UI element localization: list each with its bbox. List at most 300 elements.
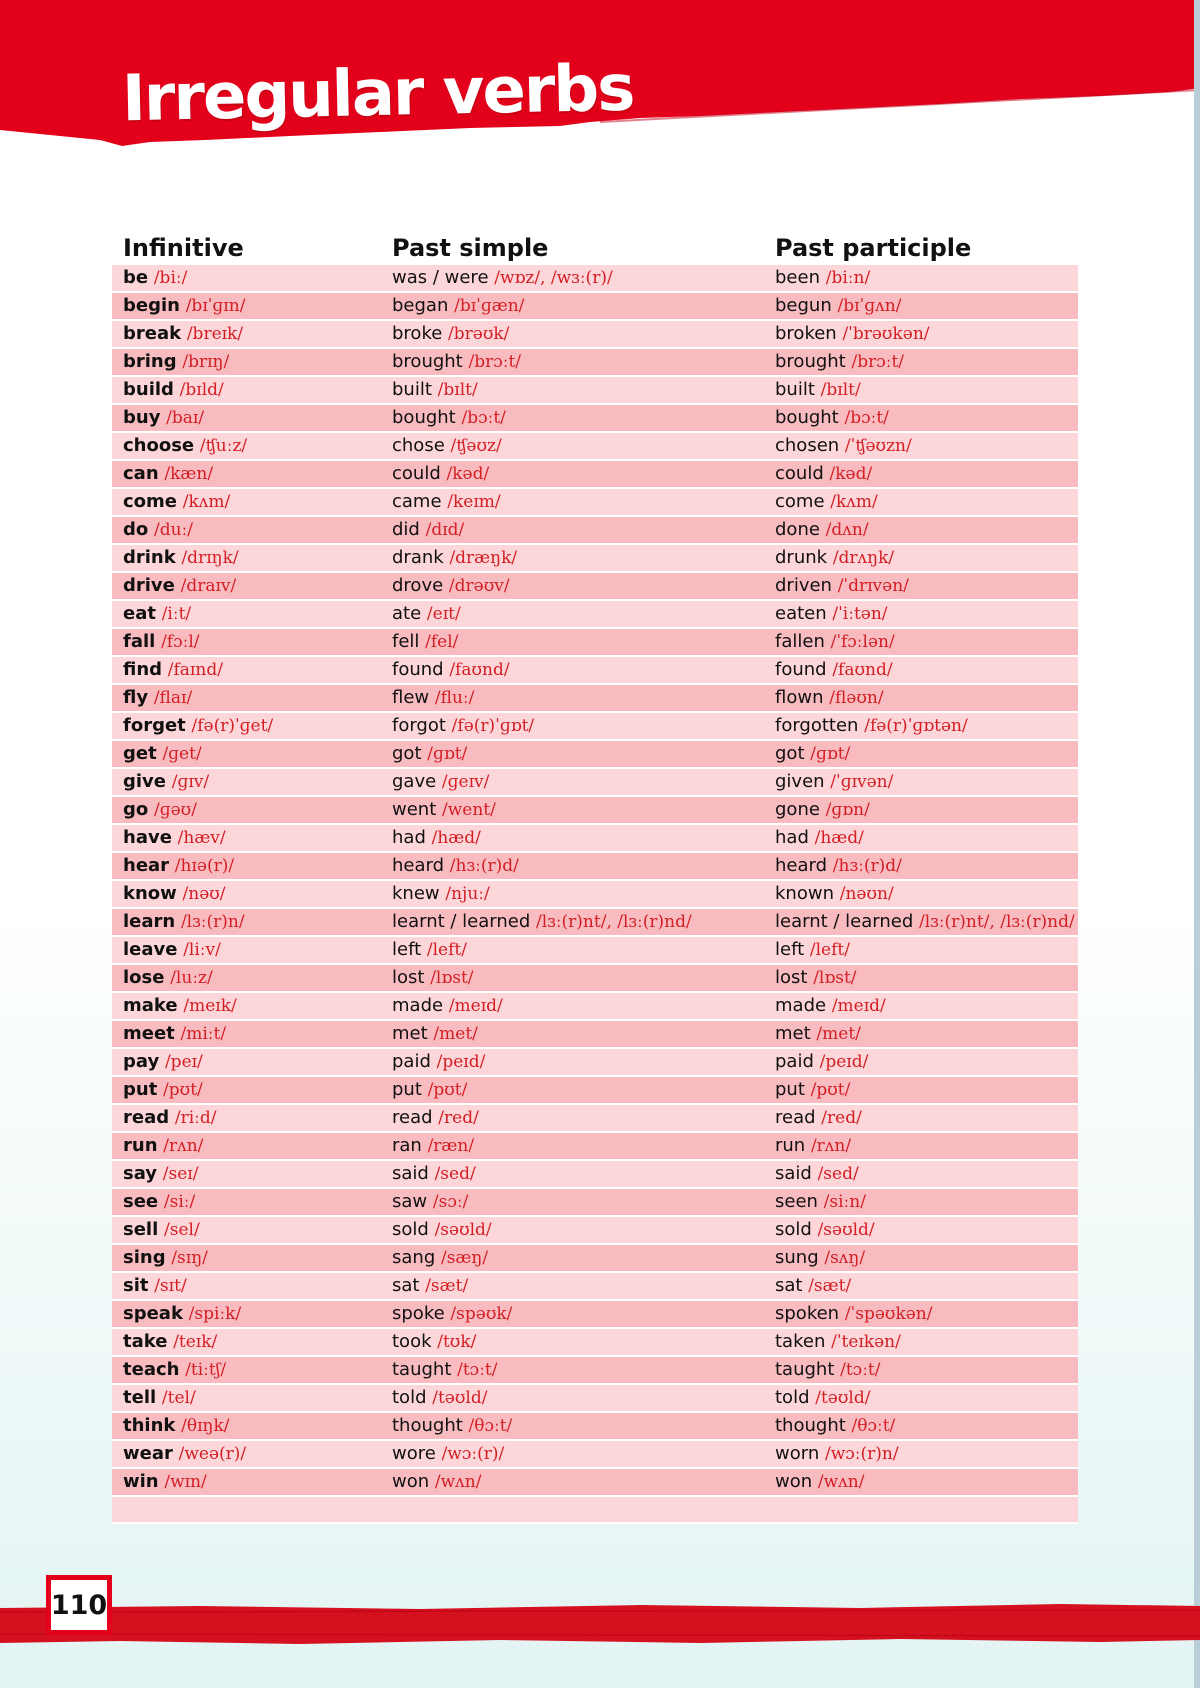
infinitive-cell-pronunciation: /siː/ <box>163 1192 196 1212</box>
past-participle-cell <box>764 1468 1078 1496</box>
past-simple-cell-word: thought <box>392 1415 463 1436</box>
infinitive-cell-word: say <box>123 1163 158 1184</box>
infinitive-cell-word: fly <box>123 687 149 708</box>
past-participle-cell <box>764 1216 1078 1244</box>
infinitive-cell-pronunciation: /ɡet/ <box>162 744 202 764</box>
past-participle-cell <box>764 488 1078 516</box>
infinitive-cell-word: come <box>123 491 177 512</box>
past-participle-cell-word: lost <box>775 967 808 988</box>
past-participle-cell <box>764 1272 1078 1300</box>
table-row <box>112 1048 1078 1076</box>
past-participle-cell <box>764 936 1078 964</box>
table-row <box>112 1020 1078 1048</box>
past-participle-cell <box>764 1160 1078 1188</box>
past-simple-cell-word: heard <box>392 855 445 876</box>
infinitive-cell <box>112 656 381 684</box>
past-simple-cell-pronunciation: /ræn/ <box>427 1136 475 1156</box>
past-participle-cell-pronunciation: /peɪd/ <box>819 1052 869 1072</box>
past-simple-cell-pronunciation: /wʌn/ <box>434 1472 482 1492</box>
column-header-past-participle: Past participle <box>775 234 972 262</box>
table-row <box>112 684 1078 712</box>
past-participle-cell-pronunciation: /ˈɡɪvən/ <box>830 772 894 792</box>
table-row <box>112 265 1078 292</box>
past-simple-cell-word: paid <box>392 1051 431 1072</box>
infinitive-cell-word: buy <box>123 407 161 428</box>
past-participle-cell-word: taught <box>775 1359 835 1380</box>
infinitive-cell-pronunciation: /biː/ <box>153 268 188 288</box>
past-participle-cell-pronunciation: /rʌn/ <box>810 1136 852 1156</box>
past-participle-cell-word: bought <box>775 407 839 428</box>
infinitive-cell-pronunciation: /iːt/ <box>161 604 192 624</box>
past-simple-cell-pronunciation: /went/ <box>442 800 496 820</box>
past-participle-cell-word: done <box>775 519 820 540</box>
past-simple-cell <box>381 376 764 404</box>
past-participle-cell-word: worn <box>775 1443 820 1464</box>
past-simple-cell <box>381 992 764 1020</box>
past-simple-cell-word: came <box>392 491 442 512</box>
past-simple-cell-word: went <box>392 799 437 820</box>
past-participle-cell-word: won <box>775 1471 813 1492</box>
infinitive-cell <box>112 572 381 600</box>
table-row <box>112 1076 1078 1104</box>
infinitive-cell-pronunciation: /ʧuːz/ <box>199 436 248 456</box>
infinitive-cell-word: take <box>123 1331 168 1352</box>
infinitive-cell <box>112 1468 381 1496</box>
past-simple-cell-pronunciation: /keɪm/ <box>447 492 501 512</box>
past-simple-cell-pronunciation: /ɡeɪv/ <box>441 772 490 792</box>
table-header-row <box>112 228 1078 265</box>
infinitive-cell-word: learn <box>123 911 176 932</box>
past-simple-cell-pronunciation: /met/ <box>433 1024 478 1044</box>
infinitive-cell-word: read <box>123 1107 170 1128</box>
infinitive-cell <box>112 1356 381 1384</box>
table-row <box>112 880 1078 908</box>
infinitive-cell <box>112 1160 381 1188</box>
past-simple-cell <box>381 852 764 880</box>
infinitive-cell-pronunciation: /sɪŋ/ <box>171 1248 208 1268</box>
infinitive-cell <box>112 460 381 488</box>
past-simple-cell-pronunciation: /eɪt/ <box>426 604 461 624</box>
infinitive-cell-word: do <box>123 519 149 540</box>
infinitive-cell-word: pay <box>123 1051 160 1072</box>
infinitive-cell-pronunciation: /draɪv/ <box>180 576 237 596</box>
infinitive-cell-pronunciation: /wɪn/ <box>164 1472 207 1492</box>
past-participle-cell-word: forgotten <box>775 715 859 736</box>
past-participle-cell-pronunciation: /sed/ <box>817 1164 859 1184</box>
past-participle-cell-pronunciation: /təʊld/ <box>815 1388 871 1408</box>
table-row <box>112 1412 1078 1440</box>
infinitive-cell-pronunciation: /breɪk/ <box>186 324 244 344</box>
past-simple-cell-pronunciation: /tʊk/ <box>437 1332 477 1352</box>
past-simple-cell-pronunciation: /kəd/ <box>446 464 490 484</box>
infinitive-cell-word: build <box>123 379 174 400</box>
infinitive-cell-pronunciation: /riːd/ <box>174 1108 217 1128</box>
table-row <box>112 404 1078 432</box>
past-participle-cell-word: chosen <box>775 435 840 456</box>
past-simple-cell <box>381 936 764 964</box>
past-simple-cell-pronunciation: /peɪd/ <box>436 1052 486 1072</box>
infinitive-cell-word: eat <box>123 603 156 624</box>
empty-cell <box>381 1496 764 1523</box>
past-participle-cell-pronunciation: /sæt/ <box>808 1276 852 1296</box>
table-row <box>112 1328 1078 1356</box>
irregular-verbs-table <box>112 228 1078 1524</box>
past-simple-cell-word: built <box>392 379 432 400</box>
past-participle-cell <box>764 292 1078 320</box>
infinitive-cell-pronunciation: /seɪ/ <box>162 1164 199 1184</box>
past-participle-cell-word: driven <box>775 575 832 596</box>
infinitive-cell-pronunciation: /baɪ/ <box>166 408 205 428</box>
past-participle-cell-pronunciation: /kəd/ <box>829 464 873 484</box>
infinitive-cell-word: know <box>123 883 177 904</box>
past-simple-cell-pronunciation: /hɜː(r)d/ <box>449 856 519 876</box>
past-simple-cell-word: spoke <box>392 1303 445 1324</box>
table-row <box>112 1216 1078 1244</box>
past-simple-cell-pronunciation: /brɔːt/ <box>468 352 522 372</box>
past-participle-cell-pronunciation: /ɡɒn/ <box>825 800 870 820</box>
past-participle-cell-word: thought <box>775 1415 846 1436</box>
past-participle-cell-word: made <box>775 995 827 1016</box>
past-simple-cell <box>381 460 764 488</box>
past-participle-cell <box>764 796 1078 824</box>
past-participle-cell <box>764 1132 1078 1160</box>
past-simple-cell-word: told <box>392 1387 427 1408</box>
past-simple-cell-pronunciation: /sæt/ <box>425 1276 469 1296</box>
infinitive-cell <box>112 1188 381 1216</box>
infinitive-cell-pronunciation: /ɡɪv/ <box>171 772 210 792</box>
infinitive-cell <box>112 1272 381 1300</box>
past-simple-cell-word: said <box>392 1163 429 1184</box>
past-simple-cell <box>381 1048 764 1076</box>
past-simple-cell <box>381 796 764 824</box>
past-simple-cell-pronunciation: /meɪd/ <box>448 996 503 1016</box>
past-simple-cell-pronunciation: /faʊnd/ <box>449 660 510 680</box>
past-participle-cell-word: drunk <box>775 547 828 568</box>
past-participle-cell <box>764 404 1078 432</box>
past-participle-cell-pronunciation: /lɒst/ <box>813 968 857 988</box>
past-participle-cell-word: known <box>775 883 834 904</box>
past-participle-cell-pronunciation: /fləʊn/ <box>829 688 884 708</box>
infinitive-cell <box>112 1076 381 1104</box>
infinitive-cell-pronunciation: /kʌm/ <box>182 492 231 512</box>
past-simple-cell <box>381 1440 764 1468</box>
past-participle-cell-word: told <box>775 1387 810 1408</box>
empty-cell <box>112 1496 381 1523</box>
past-participle-cell <box>764 600 1078 628</box>
past-participle-cell-pronunciation: /faʊnd/ <box>832 660 893 680</box>
infinitive-cell-pronunciation: /lɜː(r)n/ <box>180 912 245 932</box>
verb-rows <box>112 265 1078 1523</box>
table-row <box>112 572 1078 600</box>
infinitive-cell-word: meet <box>123 1023 175 1044</box>
infinitive-cell <box>112 852 381 880</box>
infinitive-cell-pronunciation: /faɪnd/ <box>167 660 223 680</box>
infinitive-cell-word: see <box>123 1191 159 1212</box>
past-simple-cell <box>381 292 764 320</box>
past-simple-cell <box>381 1216 764 1244</box>
infinitive-cell <box>112 628 381 656</box>
past-participle-cell <box>764 348 1078 376</box>
past-participle-cell-word: read <box>775 1107 816 1128</box>
infinitive-cell-word: leave <box>123 939 178 960</box>
infinitive-cell-word: give <box>123 771 166 792</box>
infinitive-cell-pronunciation: /tiːtʃ/ <box>185 1360 227 1380</box>
past-participle-cell <box>764 432 1078 460</box>
past-participle-cell-word: spoken <box>775 1303 840 1324</box>
table-row <box>112 1468 1078 1496</box>
table-row <box>112 516 1078 544</box>
past-simple-cell-word: drank <box>392 547 444 568</box>
table-row <box>112 712 1078 740</box>
infinitive-cell-word: sell <box>123 1219 159 1240</box>
past-participle-cell <box>764 1300 1078 1328</box>
table-row <box>112 1160 1078 1188</box>
past-simple-cell-pronunciation: /brəʊk/ <box>448 324 510 344</box>
past-simple-cell-pronunciation: /wɔː(r)/ <box>441 1444 505 1464</box>
table-row <box>112 992 1078 1020</box>
page-title: Irregular verbs <box>121 51 635 137</box>
past-participle-cell-word: left <box>775 939 805 960</box>
past-participle-cell-pronunciation: /ˈteɪkən/ <box>831 1332 901 1352</box>
past-simple-cell-word: put <box>392 1079 422 1100</box>
past-participle-cell-word: eaten <box>775 603 827 624</box>
past-simple-cell-pronunciation: /sed/ <box>434 1164 476 1184</box>
past-participle-cell-pronunciation: /hɜː(r)d/ <box>832 856 902 876</box>
past-participle-cell <box>764 1244 1078 1272</box>
past-simple-cell <box>381 432 764 460</box>
past-simple-cell-word: made <box>392 995 444 1016</box>
past-participle-cell <box>764 740 1078 768</box>
table-row <box>112 824 1078 852</box>
infinitive-cell-pronunciation: /hæv/ <box>177 828 226 848</box>
infinitive-cell-word: make <box>123 995 178 1016</box>
page-number: 110 <box>46 1575 112 1635</box>
infinitive-cell <box>112 544 381 572</box>
infinitive-cell <box>112 1132 381 1160</box>
past-participle-cell <box>764 1104 1078 1132</box>
past-simple-cell-pronunciation: /sæŋ/ <box>440 1248 489 1268</box>
infinitive-cell-pronunciation: /brɪŋ/ <box>182 352 230 372</box>
infinitive-cell-word: can <box>123 463 159 484</box>
infinitive-cell-pronunciation: /fɔːl/ <box>161 632 200 652</box>
infinitive-cell <box>112 1300 381 1328</box>
past-participle-cell-pronunciation: /ˈfɔːlən/ <box>830 632 895 652</box>
past-participle-cell <box>764 1384 1078 1412</box>
infinitive-cell <box>112 712 381 740</box>
past-participle-cell-word: could <box>775 463 824 484</box>
infinitive-cell-word: win <box>123 1471 159 1492</box>
past-simple-cell <box>381 740 764 768</box>
past-participle-cell-pronunciation: /pʊt/ <box>810 1080 851 1100</box>
past-participle-cell <box>764 1440 1078 1468</box>
past-simple-cell <box>381 1188 764 1216</box>
past-participle-cell <box>764 544 1078 572</box>
past-simple-cell-pronunciation: /təʊld/ <box>432 1388 488 1408</box>
table-row <box>112 1272 1078 1300</box>
past-simple-cell-word: fell <box>392 631 420 652</box>
past-simple-cell-word: lost <box>392 967 425 988</box>
infinitive-cell <box>112 740 381 768</box>
past-participle-cell-pronunciation: /meɪd/ <box>831 996 886 1016</box>
past-simple-cell <box>381 320 764 348</box>
past-simple-cell-word: had <box>392 827 426 848</box>
past-simple-cell <box>381 1300 764 1328</box>
past-simple-cell <box>381 712 764 740</box>
past-simple-cell-word: brought <box>392 351 463 372</box>
infinitive-cell-pronunciation: /flaɪ/ <box>153 688 193 708</box>
infinitive-cell-pronunciation: /liːv/ <box>183 940 221 960</box>
infinitive-cell-pronunciation: /bɪˈɡɪn/ <box>185 296 246 316</box>
table-row <box>112 1384 1078 1412</box>
infinitive-cell <box>112 516 381 544</box>
past-participle-cell-pronunciation: /met/ <box>816 1024 861 1044</box>
table-row <box>112 768 1078 796</box>
past-participle-cell-pronunciation: /θɔːt/ <box>851 1416 896 1436</box>
past-simple-cell <box>381 404 764 432</box>
table-row <box>112 1188 1078 1216</box>
past-simple-cell-pronunciation: /wɒz/, /wɜː(r)/ <box>494 268 613 288</box>
past-simple-cell <box>381 1132 764 1160</box>
past-simple-cell-pronunciation: /dræŋk/ <box>449 548 518 568</box>
infinitive-cell-pronunciation: /fə(r)ˈɡet/ <box>191 716 274 736</box>
past-participle-cell <box>764 1048 1078 1076</box>
past-simple-cell-word: broke <box>392 323 443 344</box>
past-simple-cell-word: read <box>392 1107 433 1128</box>
infinitive-cell <box>112 320 381 348</box>
column-header-infinitive: Infinitive <box>123 234 244 262</box>
past-simple-cell <box>381 572 764 600</box>
infinitive-cell <box>112 768 381 796</box>
past-participle-cell <box>764 684 1078 712</box>
infinitive-cell-word: sit <box>123 1275 149 1296</box>
infinitive-cell-word: drive <box>123 575 175 596</box>
past-simple-cell <box>381 1272 764 1300</box>
infinitive-cell <box>112 908 381 936</box>
past-participle-cell <box>764 265 1078 292</box>
infinitive-cell-pronunciation: /spiːk/ <box>188 1304 242 1324</box>
past-participle-cell-pronunciation: /ˈʧəʊzn/ <box>844 436 912 456</box>
past-simple-cell-pronunciation: /lɒst/ <box>430 968 474 988</box>
table-row <box>112 320 1078 348</box>
past-simple-cell <box>381 1160 764 1188</box>
past-simple-cell-word: found <box>392 659 444 680</box>
past-simple-cell-pronunciation: /fel/ <box>425 632 459 652</box>
infinitive-cell-pronunciation: /nəʊ/ <box>182 884 226 904</box>
table-row <box>112 796 1078 824</box>
past-participle-cell-word: come <box>775 491 825 512</box>
past-simple-cell <box>381 600 764 628</box>
past-participle-cell-word: broken <box>775 323 837 344</box>
infinitive-cell-pronunciation: /teɪk/ <box>173 1332 218 1352</box>
table-row <box>112 348 1078 376</box>
past-participle-cell <box>764 376 1078 404</box>
table-row <box>112 936 1078 964</box>
infinitive-cell <box>112 1328 381 1356</box>
infinitive-cell <box>112 432 381 460</box>
past-participle-cell-word: gone <box>775 799 820 820</box>
past-simple-cell-word: won <box>392 1471 430 1492</box>
past-simple-cell-word: ran <box>392 1135 422 1156</box>
table-row <box>112 1440 1078 1468</box>
past-participle-cell-word: learnt / learned <box>775 911 914 932</box>
table-row <box>112 544 1078 572</box>
infinitive-cell-word: lose <box>123 967 165 988</box>
past-simple-cell-pronunciation: /red/ <box>438 1108 479 1128</box>
past-participle-cell-pronunciation: /dʌn/ <box>825 520 869 540</box>
infinitive-cell-pronunciation: /bɪld/ <box>179 380 224 400</box>
past-participle-cell <box>764 1076 1078 1104</box>
past-participle-cell-word: sold <box>775 1219 812 1240</box>
past-simple-cell-word: wore <box>392 1443 436 1464</box>
past-simple-cell-pronunciation: /θɔːt/ <box>468 1416 513 1436</box>
infinitive-cell <box>112 796 381 824</box>
past-simple-cell <box>381 684 764 712</box>
past-simple-cell-word: bought <box>392 407 456 428</box>
past-participle-cell-word: heard <box>775 855 828 876</box>
past-participle-cell-word: built <box>775 379 815 400</box>
past-simple-cell-pronunciation: /hæd/ <box>431 828 481 848</box>
past-simple-cell-pronunciation: /lɜː(r)nt/, /lɜː(r)nd/ <box>536 912 692 932</box>
past-simple-cell-word: began <box>392 295 449 316</box>
infinitive-cell <box>112 1440 381 1468</box>
past-simple-cell-pronunciation: /səʊld/ <box>434 1220 492 1240</box>
table-row <box>112 740 1078 768</box>
past-participle-cell-word: found <box>775 659 827 680</box>
past-simple-cell <box>381 348 764 376</box>
past-simple-cell-pronunciation: /tɔːt/ <box>457 1360 498 1380</box>
past-participle-cell-pronunciation: /left/ <box>809 940 850 960</box>
infinitive-cell-word: break <box>123 323 182 344</box>
past-simple-cell-pronunciation: /ɡɒt/ <box>427 744 468 764</box>
table-row <box>112 656 1078 684</box>
past-simple-cell <box>381 1104 764 1132</box>
infinitive-cell-pronunciation: /tel/ <box>161 1388 196 1408</box>
table-row <box>112 1244 1078 1272</box>
past-participle-cell-pronunciation: /wɔː(r)n/ <box>824 1444 899 1464</box>
infinitive-cell <box>112 265 381 292</box>
past-participle-cell <box>764 628 1078 656</box>
empty-cell <box>764 1496 1078 1523</box>
past-participle-cell <box>764 992 1078 1020</box>
past-simple-cell-pronunciation: /left/ <box>426 940 467 960</box>
past-simple-cell-pronunciation: /sɔː/ <box>432 1192 469 1212</box>
past-simple-cell-pronunciation: /spəʊk/ <box>450 1304 513 1324</box>
past-participle-cell <box>764 768 1078 796</box>
past-participle-cell <box>764 460 1078 488</box>
past-simple-cell-word: did <box>392 519 420 540</box>
past-simple-cell-word: chose <box>392 435 445 456</box>
past-participle-cell-pronunciation: /tɔːt/ <box>840 1360 881 1380</box>
table-row <box>112 628 1078 656</box>
past-participle-cell <box>764 1356 1078 1384</box>
page-edge <box>1194 0 1200 1688</box>
footer-red-band <box>0 1600 1200 1660</box>
past-participle-cell-word: seen <box>775 1191 818 1212</box>
past-simple-cell-word: taught <box>392 1359 452 1380</box>
past-participle-cell-pronunciation: /bɪˈɡʌn/ <box>837 296 902 316</box>
infinitive-cell <box>112 992 381 1020</box>
past-participle-cell-word: fallen <box>775 631 825 652</box>
infinitive-cell-pronunciation: /ɡəʊ/ <box>154 800 197 820</box>
infinitive-cell <box>112 684 381 712</box>
past-simple-cell-pronunciation: /fluː/ <box>434 688 475 708</box>
infinitive-cell <box>112 600 381 628</box>
past-participle-cell-word: met <box>775 1023 811 1044</box>
past-simple-cell <box>381 628 764 656</box>
past-simple-cell <box>381 768 764 796</box>
past-simple-cell-word: left <box>392 939 422 960</box>
past-simple-cell <box>381 1244 764 1272</box>
